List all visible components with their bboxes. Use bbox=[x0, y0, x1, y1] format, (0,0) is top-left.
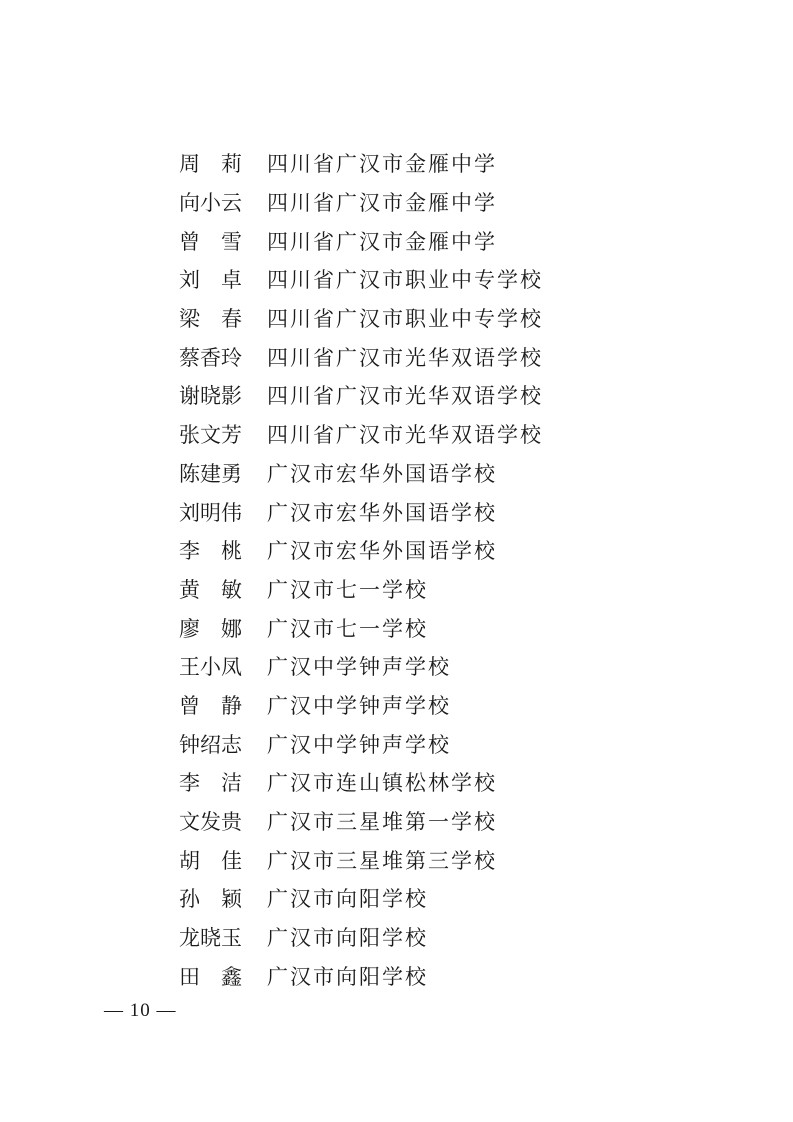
list-item bbox=[179, 260, 543, 299]
person-name: 王小凤 bbox=[179, 655, 242, 680]
person-name: 张文芳 bbox=[179, 423, 242, 448]
school-name: 广汉中学钟声学校 bbox=[267, 732, 451, 757]
person-name: 廖 娜 bbox=[179, 616, 242, 641]
person-name: 文发贵 bbox=[179, 810, 242, 835]
page-number: — 10 — bbox=[104, 1000, 177, 1021]
list-item bbox=[179, 686, 543, 725]
person-name: 刘明伟 bbox=[179, 500, 242, 525]
school-name: 广汉市三星堆第一学校 bbox=[267, 810, 497, 835]
list-item bbox=[179, 531, 543, 570]
list-item bbox=[179, 879, 543, 918]
person-name: 钟绍志 bbox=[179, 732, 242, 757]
person-name: 李 洁 bbox=[179, 771, 242, 796]
list-item bbox=[179, 492, 543, 531]
list-item bbox=[179, 647, 543, 686]
list-item bbox=[179, 840, 543, 879]
person-name: 曾 静 bbox=[179, 693, 242, 718]
person-name: 孙 颖 bbox=[179, 887, 242, 912]
person-name: 陈建勇 bbox=[179, 461, 242, 486]
school-name: 广汉市宏华外国语学校 bbox=[267, 461, 497, 486]
name-school-list bbox=[179, 144, 543, 995]
school-name: 广汉市七一学校 bbox=[267, 577, 428, 602]
school-name: 广汉中学钟声学校 bbox=[267, 655, 451, 680]
list-item bbox=[179, 918, 543, 957]
person-name: 李 桃 bbox=[179, 539, 242, 564]
list-item bbox=[179, 454, 543, 493]
list-item bbox=[179, 376, 543, 415]
list-item bbox=[179, 337, 543, 376]
list-item bbox=[179, 570, 543, 609]
person-name: 曾 雪 bbox=[179, 229, 242, 254]
person-name: 龙晓玉 bbox=[179, 926, 242, 951]
list-item bbox=[179, 415, 543, 454]
person-name: 周 莉 bbox=[179, 152, 242, 177]
school-name: 四川省广汉市光华双语学校 bbox=[267, 384, 543, 409]
person-name: 胡 佳 bbox=[179, 848, 242, 873]
school-name: 四川省广汉市光华双语学校 bbox=[267, 423, 543, 448]
list-item bbox=[179, 724, 543, 763]
person-name: 梁 春 bbox=[179, 307, 242, 332]
school-name: 广汉中学钟声学校 bbox=[267, 693, 451, 718]
school-name: 四川省广汉市金雁中学 bbox=[267, 191, 497, 216]
person-name: 黄 敏 bbox=[179, 577, 242, 602]
person-name: 田 鑫 bbox=[179, 964, 242, 989]
list-item bbox=[179, 802, 543, 841]
school-name: 广汉市宏华外国语学校 bbox=[267, 500, 497, 525]
list-item bbox=[179, 299, 543, 338]
school-name: 广汉市向阳学校 bbox=[267, 887, 428, 912]
school-name: 四川省广汉市金雁中学 bbox=[267, 229, 497, 254]
school-name: 广汉市连山镇松林学校 bbox=[267, 771, 497, 796]
school-name: 广汉市七一学校 bbox=[267, 616, 428, 641]
list-item bbox=[179, 763, 543, 802]
list-item bbox=[179, 956, 543, 995]
person-name: 刘 卓 bbox=[179, 268, 242, 293]
list-item bbox=[179, 608, 543, 647]
school-name: 广汉市向阳学校 bbox=[267, 926, 428, 951]
school-name: 四川省广汉市职业中专学校 bbox=[267, 307, 543, 332]
school-name: 四川省广汉市金雁中学 bbox=[267, 152, 497, 177]
list-item bbox=[179, 183, 543, 222]
school-name: 广汉市宏华外国语学校 bbox=[267, 539, 497, 564]
school-name: 广汉市三星堆第三学校 bbox=[267, 848, 497, 873]
list-item bbox=[179, 221, 543, 260]
school-name: 广汉市向阳学校 bbox=[267, 964, 428, 989]
school-name: 四川省广汉市光华双语学校 bbox=[267, 345, 543, 370]
list-item bbox=[179, 144, 543, 183]
person-name: 向小云 bbox=[179, 191, 242, 216]
person-name: 蔡香玲 bbox=[179, 345, 242, 370]
school-name: 四川省广汉市职业中专学校 bbox=[267, 268, 543, 293]
person-name: 谢晓影 bbox=[179, 384, 242, 409]
